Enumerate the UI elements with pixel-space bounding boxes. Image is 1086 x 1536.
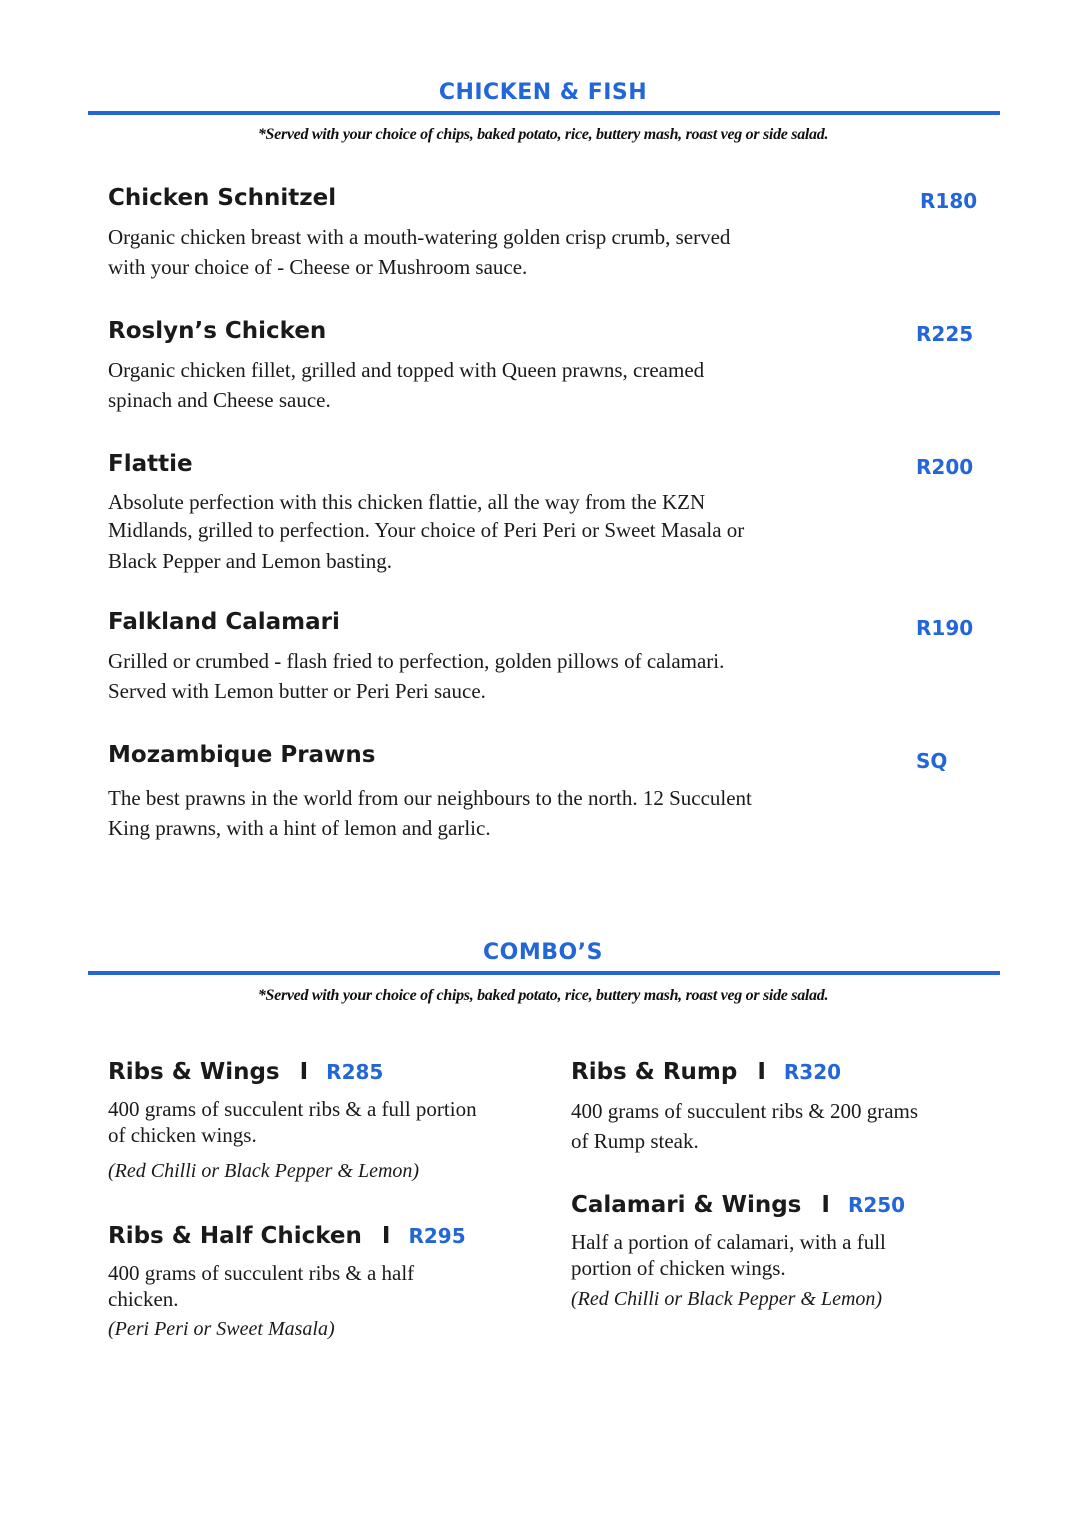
item-name: Mozambique Prawns — [108, 742, 376, 768]
combo-header — [108, 1223, 466, 1249]
item-name: Chicken Schnitzel — [108, 185, 337, 211]
item-description: Half a portion of calamari, with a full portion of chicken wings. — [571, 1230, 886, 1280]
item-description: Absolute perfection with this chicken flattie, all the way from the KZN Midlands, grilled to perfection. Your choice of Peri Peri or Sweet Masala or Black Pepper and Lemon basting. — [108, 490, 745, 573]
item-price: SQ — [916, 749, 948, 773]
item-name: Roslyn’s Chicken — [108, 318, 327, 344]
separator: I — [299, 1059, 309, 1085]
combo-header — [108, 1059, 383, 1085]
separator: I — [757, 1059, 766, 1085]
item-name: Ribs & Wings — [108, 1059, 280, 1085]
item-options: (Peri Peri or Sweet Masala) — [108, 1318, 335, 1340]
item-price: R295 — [408, 1224, 466, 1248]
item-description: 400 grams of succulent ribs & 200 grams of Rump steak. — [571, 1099, 919, 1153]
item-description: The best prawns in the world from our neighbours to the north. 12 Succulent King prawns, with a hint of lemon and garlic. — [108, 786, 752, 840]
section-title-chicken-fish: CHICKEN & FISH — [438, 80, 648, 105]
item-options: (Red Chilli or Black Pepper & Lemon) — [571, 1288, 883, 1310]
item-name: Falkland Calamari — [108, 609, 340, 635]
item-price: R320 — [783, 1060, 842, 1084]
section-title-combos: COMBO’S — [483, 940, 603, 965]
item-price: R225 — [916, 322, 974, 346]
section-note: *Served with your choice of chips, baked potato, rice, buttery mash, roast veg or side salad. — [257, 987, 829, 1004]
item-description: Organic chicken breast with a mouth-watering golden crisp crumb, served with your choice of - Cheese or Mushroom sauce. — [108, 225, 731, 279]
section-note: *Served with your choice of chips, baked potato, rice, buttery mash, roast veg or side salad. — [257, 126, 829, 143]
item-description: 400 grams of succulent ribs & a full portion of chicken wings. — [108, 1097, 477, 1147]
item-name: Ribs & Half Chicken — [108, 1223, 362, 1249]
item-price: R250 — [847, 1193, 906, 1217]
separator: I — [821, 1192, 830, 1218]
item-name: Ribs & Rump — [571, 1059, 738, 1085]
item-description: Organic chicken fillet, grilled and topped with Queen prawns, creamed spinach and Cheese sauce. — [108, 358, 705, 412]
item-options: (Red Chilli or Black Pepper & Lemon) — [108, 1160, 420, 1182]
item-price: R285 — [326, 1060, 384, 1084]
item-name: Calamari & Wings — [571, 1192, 802, 1218]
item-description: Grilled or crumbed - flash fried to perfection, golden pillows of calamari. Served with Lemon butter or Peri Peri sauce. — [108, 649, 725, 703]
separator: I — [381, 1223, 391, 1249]
combo-header — [571, 1059, 841, 1085]
item-price: R190 — [916, 616, 974, 640]
section-divider — [88, 111, 1000, 115]
item-name: Flattie — [108, 451, 193, 477]
combo-header — [571, 1192, 905, 1218]
section-divider — [88, 971, 1000, 975]
item-description: 400 grams of succulent ribs & a half chicken. — [108, 1261, 415, 1311]
item-price: R200 — [916, 455, 974, 479]
item-price: R180 — [920, 189, 978, 213]
